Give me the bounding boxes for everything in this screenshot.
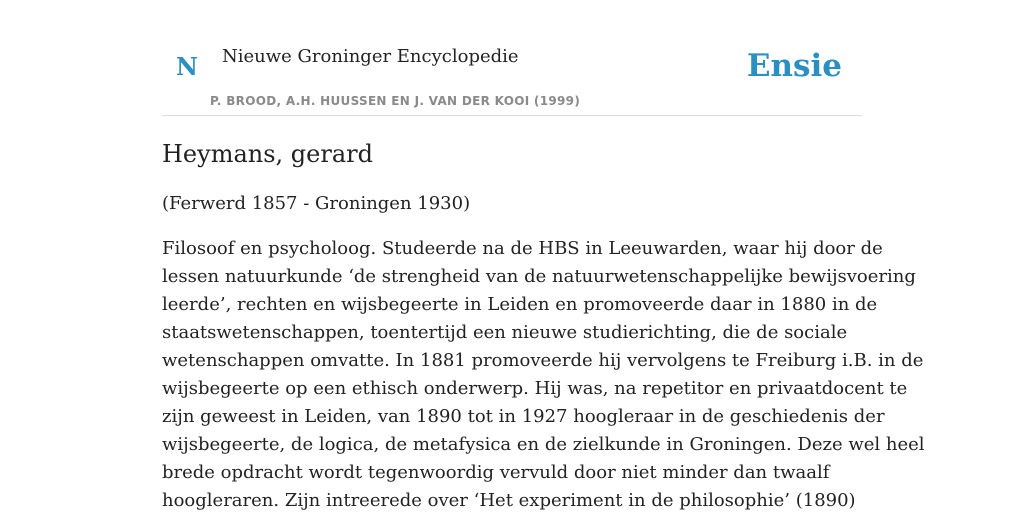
ensie-logo[interactable]: Ensie xyxy=(746,48,842,84)
page-header xyxy=(162,0,862,116)
book-logo[interactable]: N xyxy=(176,52,198,81)
entry-content xyxy=(162,138,925,512)
body-line: zijn geweest in Leiden, van 1890 tot in 1927 hoogleraar in de geschiedenis der xyxy=(162,406,885,427)
body-line: Filosoof en psycholoog. Studeerde na de HBS in Leeuwarden, waar hij door de xyxy=(162,238,883,259)
entry-body xyxy=(162,235,925,512)
body-line: lessen natuurkunde ‘de strengheid van de natuurwetenschappelijke bewijsvoering xyxy=(162,266,916,287)
body-line: wijsbegeerte, de logica, de metafysica en de zielkunde in Groningen. Deze wel heel xyxy=(162,434,925,455)
body-line: hoogleraren. Zijn intreerede over ‘Het experiment in de philosophie’ (1890) xyxy=(162,490,856,511)
book-title[interactable]: Nieuwe Groninger Encyclopedie xyxy=(222,46,519,67)
entry-title: Heymans, gerard xyxy=(162,140,373,168)
body-line: staatswetenschappen, toentertijd een nieuwe studierichting, die de sociale xyxy=(162,322,848,343)
entry-subtitle: (Ferwerd 1857 - Groningen 1930) xyxy=(162,193,471,214)
book-authors: P. BROOD, A.H. HUUSSEN EN J. VAN DER KOOI (1999) xyxy=(210,94,581,108)
body-line: wijsbegeerte op een ethisch onderwerp. Hij was, na repetitor en privaatdocent te xyxy=(162,378,908,399)
body-line: wetenschappen omvatte. In 1881 promoveerde hij vervolgens te Freiburg i.B. in de xyxy=(162,350,924,371)
body-line: leerde’, rechten en wijsbegeerte in Leiden en promoveerde daar in 1880 in de xyxy=(162,294,878,315)
body-line: brede opdracht wordt tegenwoordig vervuld door niet minder dan twaalf xyxy=(162,462,830,483)
